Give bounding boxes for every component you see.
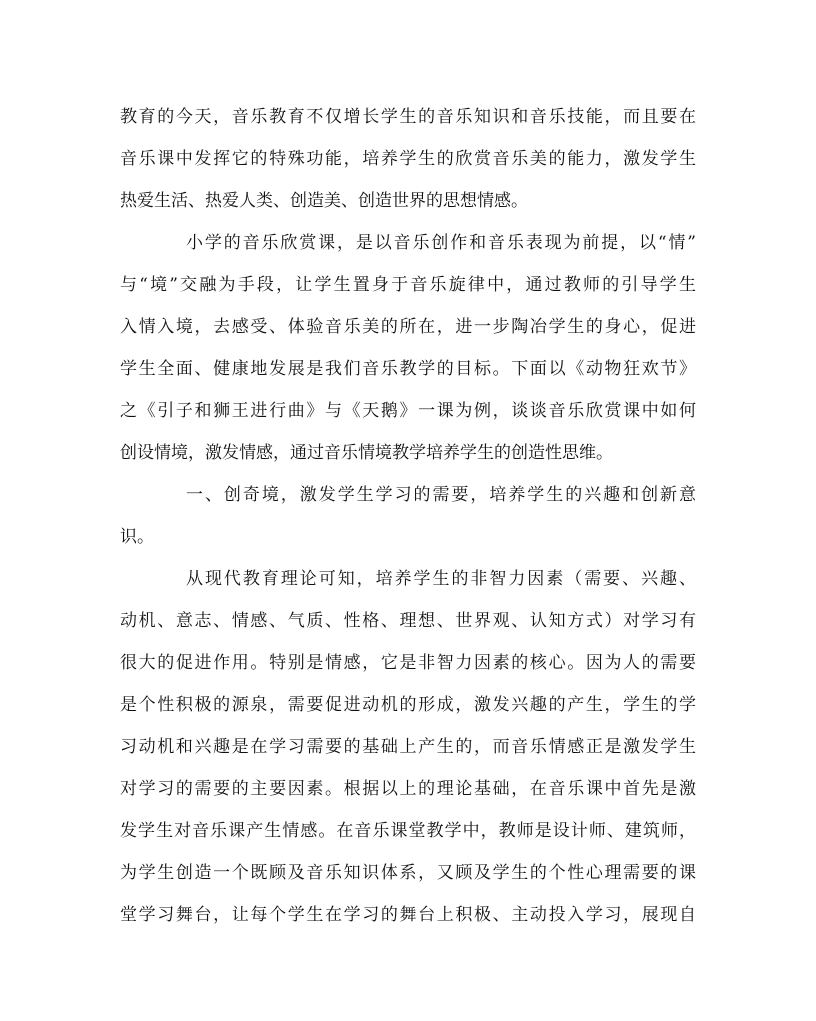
text-line: 入情入境，去感受、体验音乐美的所在，进一步陶冶学生的身心，促进 xyxy=(120,317,696,337)
section-heading-line: 识。 xyxy=(120,527,154,547)
paragraph-first-line: 从现代教育理论可知，培养学生的非智力因素（需要、兴趣、 xyxy=(186,569,696,589)
text-line: 热爱生活、热爱人类、创造美、创造世界的思想情感。 xyxy=(120,191,528,211)
text-line: 之《引子和狮王进行曲》与《天鹅》一课为例，谈谈音乐欣赏课中如何 xyxy=(120,401,696,421)
text-line: 教育的今天，音乐教育不仅增长学生的音乐知识和音乐技能，而且要在 xyxy=(120,107,696,127)
text-line: 音乐课中发挥它的特殊功能，培养学生的欣赏音乐美的能力，激发学生 xyxy=(120,149,696,169)
text-line: 发学生对音乐课产生情感。在音乐课堂教学中，教师是设计师、建筑师， xyxy=(120,821,696,841)
section-heading-line: 一、创奇境，激发学生学习的需要，培养学生的兴趣和创新意 xyxy=(186,485,696,505)
text-line: 堂学习舞台，让每个学生在学习的舞台上积极、主动投入学习，展现自 xyxy=(120,905,696,925)
text-line: 与“境”交融为手段，让学生置身于音乐旋律中，通过教师的引导学生 xyxy=(120,275,696,295)
text-line: 动机、意志、情感、气质、性格、理想、世界观、认知方式）对学习有 xyxy=(120,611,696,631)
text-line: 是个性积极的源泉，需要促进动机的形成，激发兴趣的产生，学生的学 xyxy=(120,695,696,715)
text-line: 很大的促进作用。特别是情感，它是非智力因素的核心。因为人的需要 xyxy=(120,653,696,673)
document-body xyxy=(120,96,696,936)
text-line: 学生全面、健康地发展是我们音乐教学的目标。下面以《动物狂欢节》 xyxy=(120,359,696,379)
text-line: 为学生创造一个既顾及音乐知识体系，又顾及学生的个性心理需要的课 xyxy=(120,863,696,883)
text-line: 对学习的需要的主要因素。根据以上的理论基础，在音乐课中首先是激 xyxy=(120,779,696,799)
text-line: 创设情境，激发情感，通过音乐情境教学培养学生的创造性思维。 xyxy=(120,443,613,463)
text-line: 习动机和兴趣是在学习需要的基础上产生的，而音乐情感正是激发学生 xyxy=(120,737,696,757)
paragraph-first-line: 小学的音乐欣赏课，是以音乐创作和音乐表现为前提，以“情” xyxy=(186,233,696,253)
